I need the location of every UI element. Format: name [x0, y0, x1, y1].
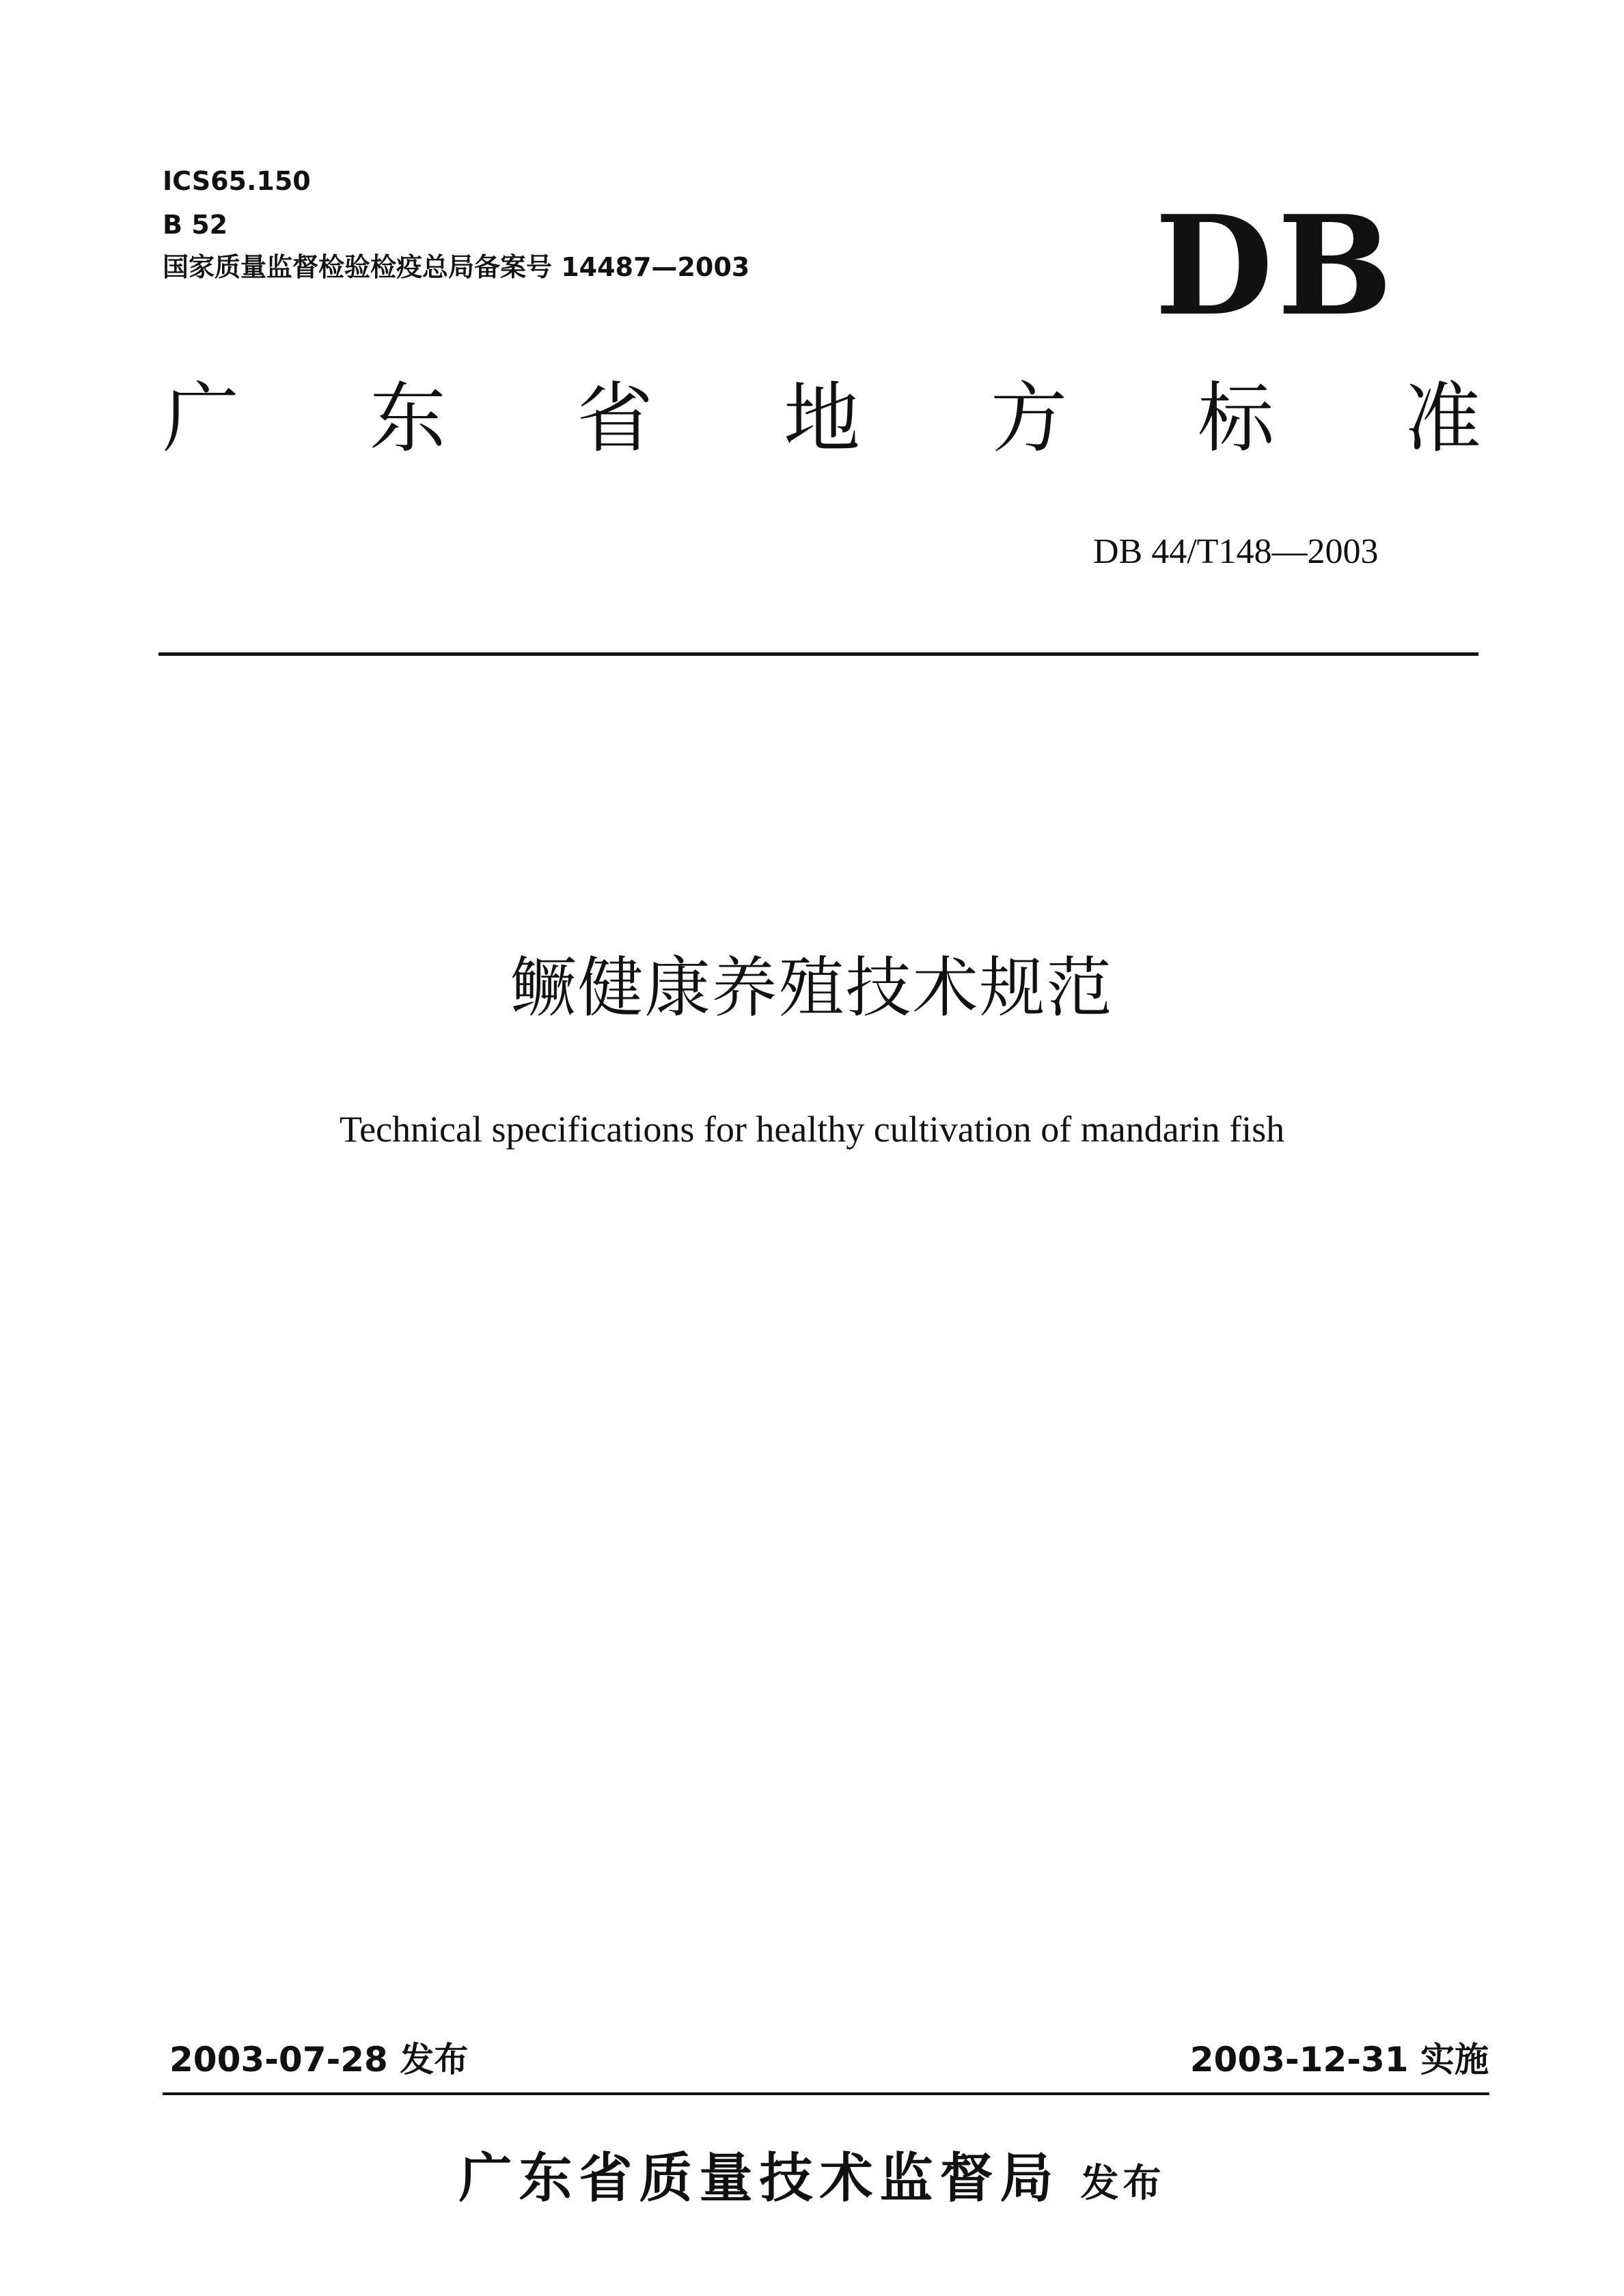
standard-number: DB 44/T148—2003 — [1093, 532, 1379, 571]
title-chinese: 鳜健康养殖技术规范 — [510, 950, 1114, 1026]
top-divider — [159, 652, 1478, 656]
bottom-divider — [163, 2092, 1489, 2095]
issuer-line — [0, 2148, 1624, 2209]
banner-char: 地 — [784, 374, 860, 463]
title-english: Technical specifications for healthy cultivation of mandarin fish — [339, 1109, 1285, 1150]
db-logo: DB — [1155, 186, 1397, 346]
ics-code: ICS65.150 — [163, 166, 311, 196]
banner-char: 标 — [1198, 374, 1274, 463]
banner-char: 方 — [991, 374, 1067, 463]
issuer-name: 广东省质量技术监督局 — [458, 2148, 1060, 2209]
ccs-code: B 52 — [163, 210, 228, 240]
standard-type-banner — [163, 374, 1481, 463]
banner-char: 广 — [163, 374, 239, 463]
banner-char: 省 — [577, 374, 653, 463]
banner-char: 东 — [370, 374, 446, 463]
banner-char: 准 — [1405, 374, 1481, 463]
implementation-date: 2003-12-31 实施 — [1189, 2040, 1489, 2079]
issuer-verb: 发布 — [1080, 2161, 1166, 2206]
publish-date: 2003-07-28 发布 — [169, 2040, 469, 2079]
filing-number: 国家质量监督检验检疫总局备案号 14487—2003 — [163, 252, 750, 282]
